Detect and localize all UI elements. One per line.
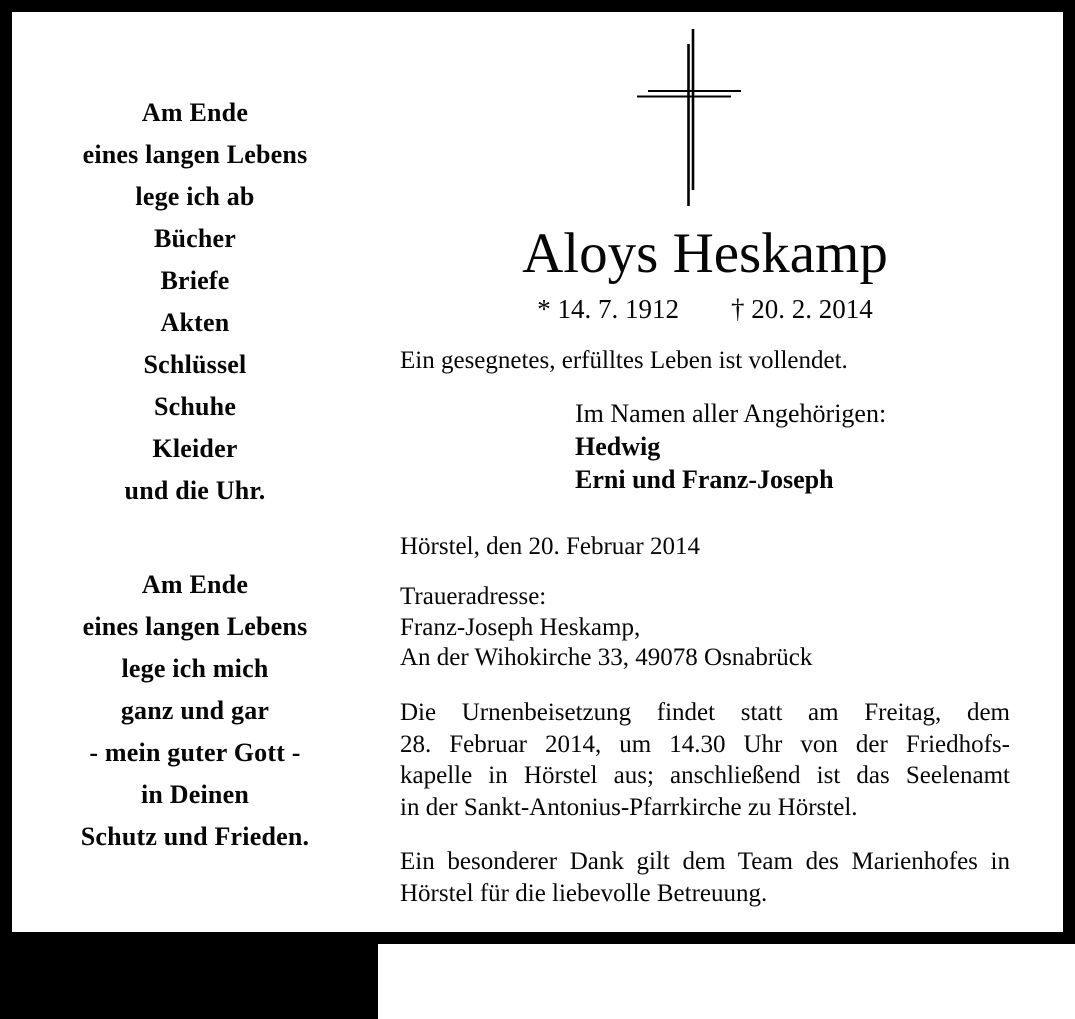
funeral-info-line: 28. Februar 2014, um 14.30 Uhr von der Friedhofs- xyxy=(400,730,1010,758)
thanks-line: Ein besonderer Dank gilt dem Team des Marienhofes in xyxy=(400,848,1010,875)
poem-line: ganz und gar xyxy=(120,696,270,725)
life-dates xyxy=(400,296,1010,323)
birth-date: * 14. 7. 1912 xyxy=(537,294,679,324)
poem-line: Schlüssel xyxy=(143,350,247,379)
funeral-info-paragraph xyxy=(400,697,1010,823)
poem-line: eines langen Lebens xyxy=(82,612,308,641)
mourning-address-block xyxy=(400,582,812,674)
thanks-line: Hörstel für die liebevolle Betreuung. xyxy=(400,879,768,907)
bottom-left-black-block xyxy=(0,944,378,1019)
deceased-name: Aloys Heskamp xyxy=(522,222,888,285)
poem-line: Akten xyxy=(160,308,230,337)
poem-stanza-2 xyxy=(32,564,358,858)
poem-line: Schutz und Frieden. xyxy=(80,822,310,851)
memorial-cross-icon xyxy=(630,25,750,215)
blessing-line: Ein gesegnetes, erfülltes Leben ist vollendet. xyxy=(400,347,848,374)
poem-stanza-1 xyxy=(32,92,358,512)
funeral-info-line: kapelle in Hörstel aus; anschließend ist das Seelenamt xyxy=(400,762,1010,789)
place-date-line: Hörstel, den 20. Februar 2014 xyxy=(400,533,700,560)
poem-line: Kleider xyxy=(152,434,238,463)
mourner-name: Erni und Franz-Joseph xyxy=(575,465,834,494)
poem-line: Bücher xyxy=(153,224,237,253)
mourning-address-label: Traueradresse: xyxy=(400,583,547,610)
poem-line: und die Uhr. xyxy=(124,476,266,505)
mourning-address-line: Franz-Joseph Heskamp, xyxy=(400,613,641,641)
death-date: † 20. 2. 2014 xyxy=(731,294,873,324)
poem-line: Am Ende xyxy=(141,98,249,127)
poem-line: in Deinen xyxy=(141,780,249,809)
poem-line: eines langen Lebens xyxy=(82,140,308,169)
poem-line: - mein guter Gott - xyxy=(89,738,301,767)
in-name-of-line: Im Namen aller Angehörigen: xyxy=(575,399,887,428)
thanks-paragraph xyxy=(400,846,1010,909)
mourner-name: Hedwig xyxy=(575,432,661,461)
poem-line: Am Ende xyxy=(141,570,249,599)
poem-line: Schuhe xyxy=(153,392,237,421)
poem-line: lege ich ab xyxy=(135,182,255,211)
poem-line: Briefe xyxy=(160,266,230,295)
funeral-info-line: Die Urnenbeisetzung findet statt am Freitag, dem xyxy=(400,699,1010,726)
mourning-address-line: An der Wihokirche 33, 49078 Osnabrück xyxy=(400,644,813,671)
poem-line: lege ich mich xyxy=(121,654,269,683)
family-block xyxy=(575,397,886,496)
funeral-info-line: in der Sankt-Antonius-Pfarrkirche zu Hörstel. xyxy=(400,793,858,821)
